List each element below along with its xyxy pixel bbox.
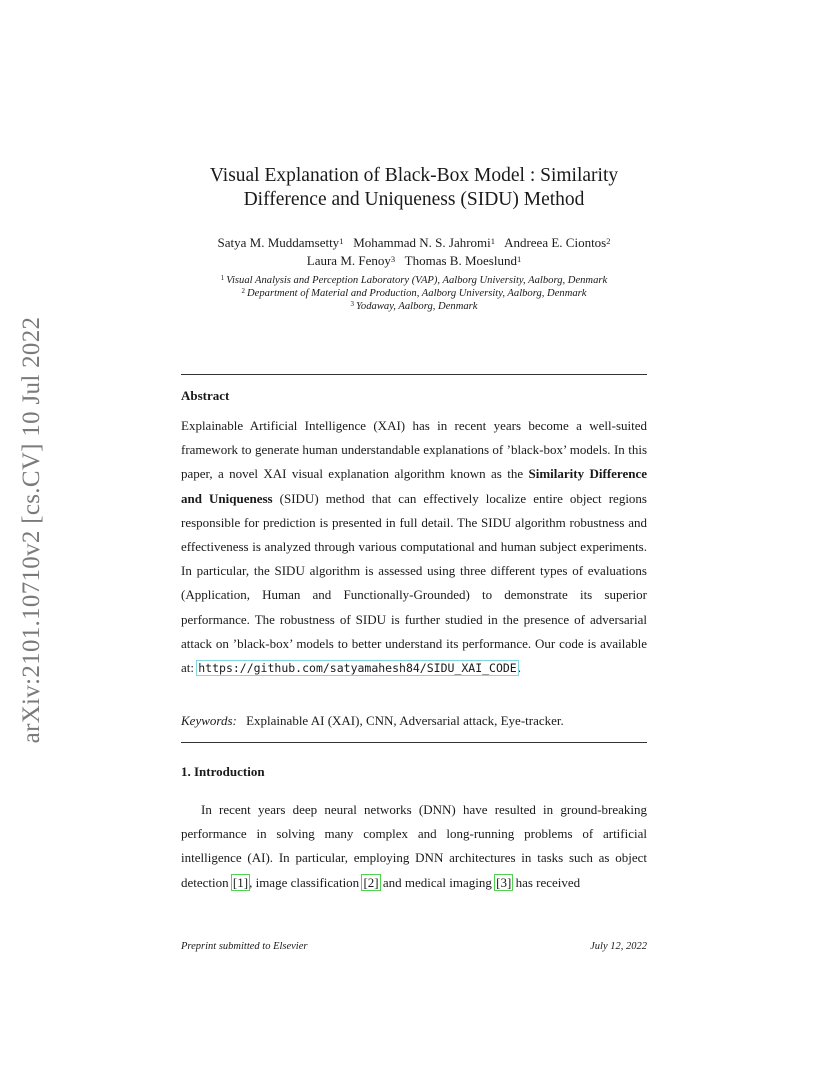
- affiliation: $^1$ Visual Analysis and Perception Laboratory (VAP), Aalborg University, Aalborg, Denmark: [220, 274, 608, 286]
- author-affil-mark: 3: [390, 254, 396, 264]
- author-affil-mark: 1: [516, 254, 522, 264]
- citation-link[interactable]: [1]: [232, 874, 249, 890]
- paper-title: [130, 164, 698, 212]
- author-name: Laura M. Fenoy: [306, 253, 391, 268]
- introduction-paragraph: In recent years deep neural networks (DNN) have resulted in ground-breaking performance in solving many complex and long-running problems of artificial intelligence (AI). In particular, employing DNN architectures in tasks such as object detection [1], image classification [2] and medical imaging [3] has received: [181, 802, 647, 890]
- author-name: Andreea E. Ciontos: [504, 235, 607, 250]
- section-heading-introduction: 1. Introduction: [181, 764, 265, 779]
- keywords: [181, 712, 647, 730]
- arxiv-identifier: arXiv:2101.10710v2 [cs.CV] 10 Jul 2022: [18, 316, 45, 744]
- footer-preprint-note: Preprint submitted to Elsevier: [181, 941, 308, 952]
- affiliation: $^2$ Department of Material and Production, Aalborg University, Aalborg, Denmark: [241, 287, 587, 299]
- author-name: Mohammad N. S. Jahromi: [353, 235, 491, 250]
- title-line-1: Visual Explanation of Black-Box Model : Similarity: [209, 165, 619, 186]
- method-name: Similarity Difference and Uniqueness: [181, 466, 648, 506]
- abstract-bottom-rule: [181, 742, 647, 743]
- code-link[interactable]: https://github.com/satyamahesh84/SIDU_XAI_CODE: [198, 661, 517, 676]
- author-affil-mark: 1: [490, 236, 496, 246]
- abstract-heading: Abstract: [181, 388, 230, 403]
- author-name: Satya M. Muddamsetty: [217, 235, 340, 250]
- keywords-text: Explainable AI (XAI), CNN, Adversarial attack, Eye-tracker.: [246, 713, 564, 728]
- author-affil-mark: 1: [339, 236, 344, 246]
- author-name: Thomas B. Moeslund: [404, 253, 517, 268]
- citation-link[interactable]: [3]: [496, 874, 512, 890]
- abstract-top-rule: [181, 374, 647, 375]
- author-list: [130, 234, 698, 270]
- author-affil-mark: 2: [606, 236, 611, 246]
- keywords-label: Keywords:: [181, 713, 237, 728]
- abstract-text: Explainable Artificial Intelligence (XAI) has in recent years become a well-suited framework to generate human understandable explanations of ’black-box’ models. In this paper, a novel XAI visual explanation algorithm known as the Similarity Difference and Uniqueness (SIDU) method that can effectively localize entire object regions responsible for prediction is presented in full detail. The SIDU algorithm robustness and effectiveness is analyzed through various computational and human subject experiments. In particular, the SIDU algorithm is assessed using three different types of evaluations (Application, Human and Functionally-Grounded) to demonstrate its superior performance. The robustness of SIDU is further studied in the presence of adversarial attack on ’black-box’ models to better understand its performance. Our code is available at: https://github.com/satyamahesh84/SIDU_XAI_CODE.: [181, 418, 648, 676]
- citation-link[interactable]: [2]: [363, 874, 379, 890]
- affiliation: $^3$ Yodaway, Aalborg, Denmark: [350, 300, 478, 312]
- title-line-2: Difference and Uniqueness (SIDU) Method: [243, 189, 585, 210]
- footer-date: July 12, 2022: [590, 941, 647, 952]
- affiliation-list: [130, 274, 698, 313]
